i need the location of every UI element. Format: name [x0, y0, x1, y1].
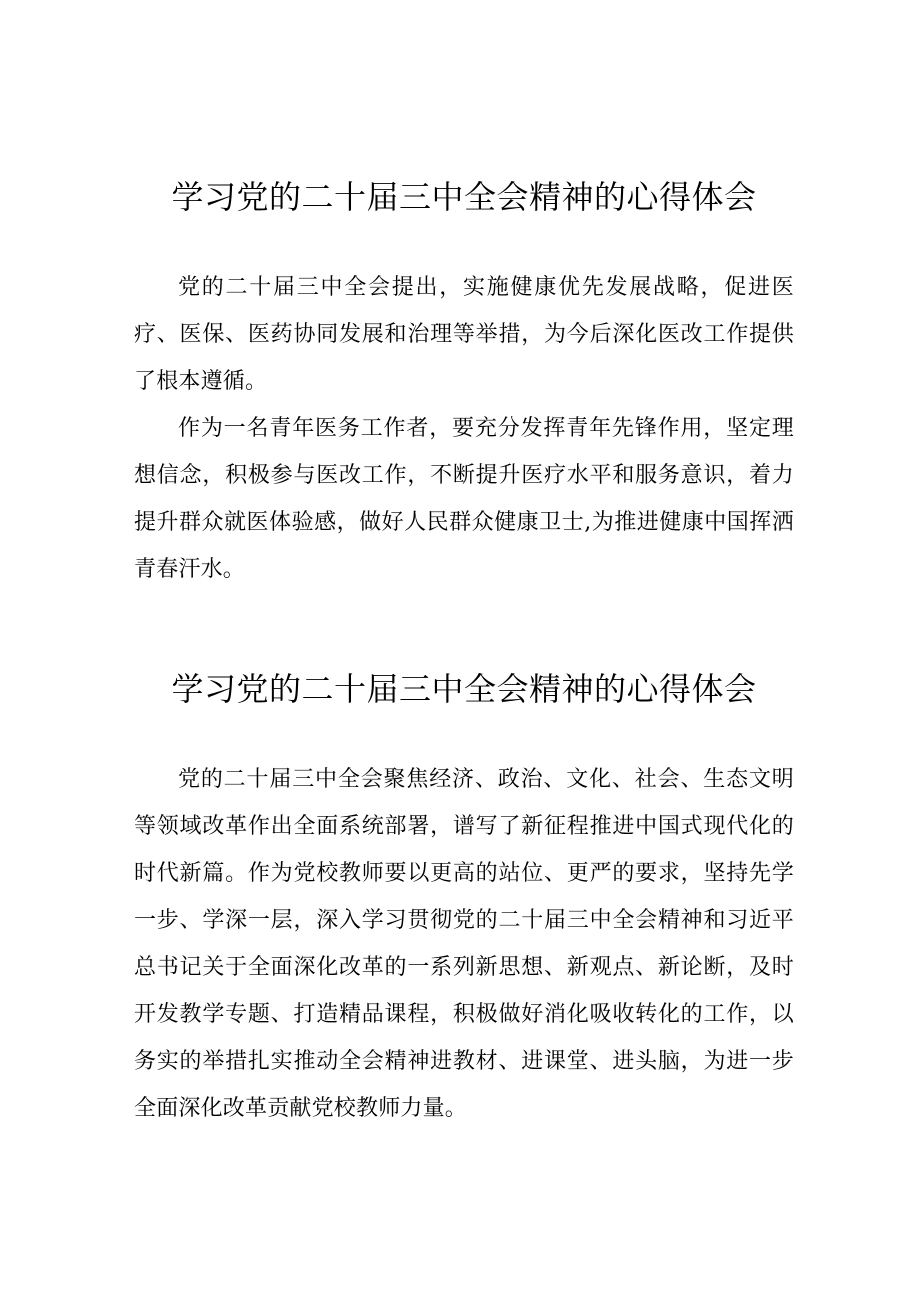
section-1-paragraph-1: 党的二十届三中全会提出，实施健康优先发展战略，促进医疗、医保、医药协同发展和治理等举措，为今后深化医改工作提供了根本遵循。: [134, 275, 794, 394]
section-2-body: [134, 756, 794, 1132]
section-2-title: 学习党的二十届三中全会精神的心得体会: [171, 670, 757, 708]
section-1-title: 学习党的二十届三中全会精神的心得体会: [171, 178, 757, 216]
section-2-paragraph-1: 党的二十届三中全会聚焦经济、政治、文化、社会、生态文明等领域改革作出全面系统部署，谱写了新征程推进中国式现代化的时代新篇。作为党校教师要以更高的站位、更严的要求，坚持先学一步、学深一层，深入学习贯彻党的二十届三中全会精神和习近平总书记关于全面深化改革的一系列新思想、新观点、新论断，及时开发教学专题、打造精品课程，积极做好消化吸收转化的工作，以务实的举措扎实推动全会精神进教材、进课堂、进头脑，为进一步全面深化改革贡献党校教师力量。: [134, 767, 794, 1121]
essay-section-1: [134, 172, 794, 593]
section-1-paragraph-2: 作为一名青年医务工作者，要充分发挥青年先锋作用，坚定理想信念，积极参与医改工作，不断提升医疗水平和服务意识，着力提升群众就医体验感，做好人民群众健康卫士,为推进健康中国挥洒青春汗水。: [134, 416, 794, 582]
section-1-body: [134, 264, 794, 593]
essay-section-2: [134, 664, 794, 1132]
